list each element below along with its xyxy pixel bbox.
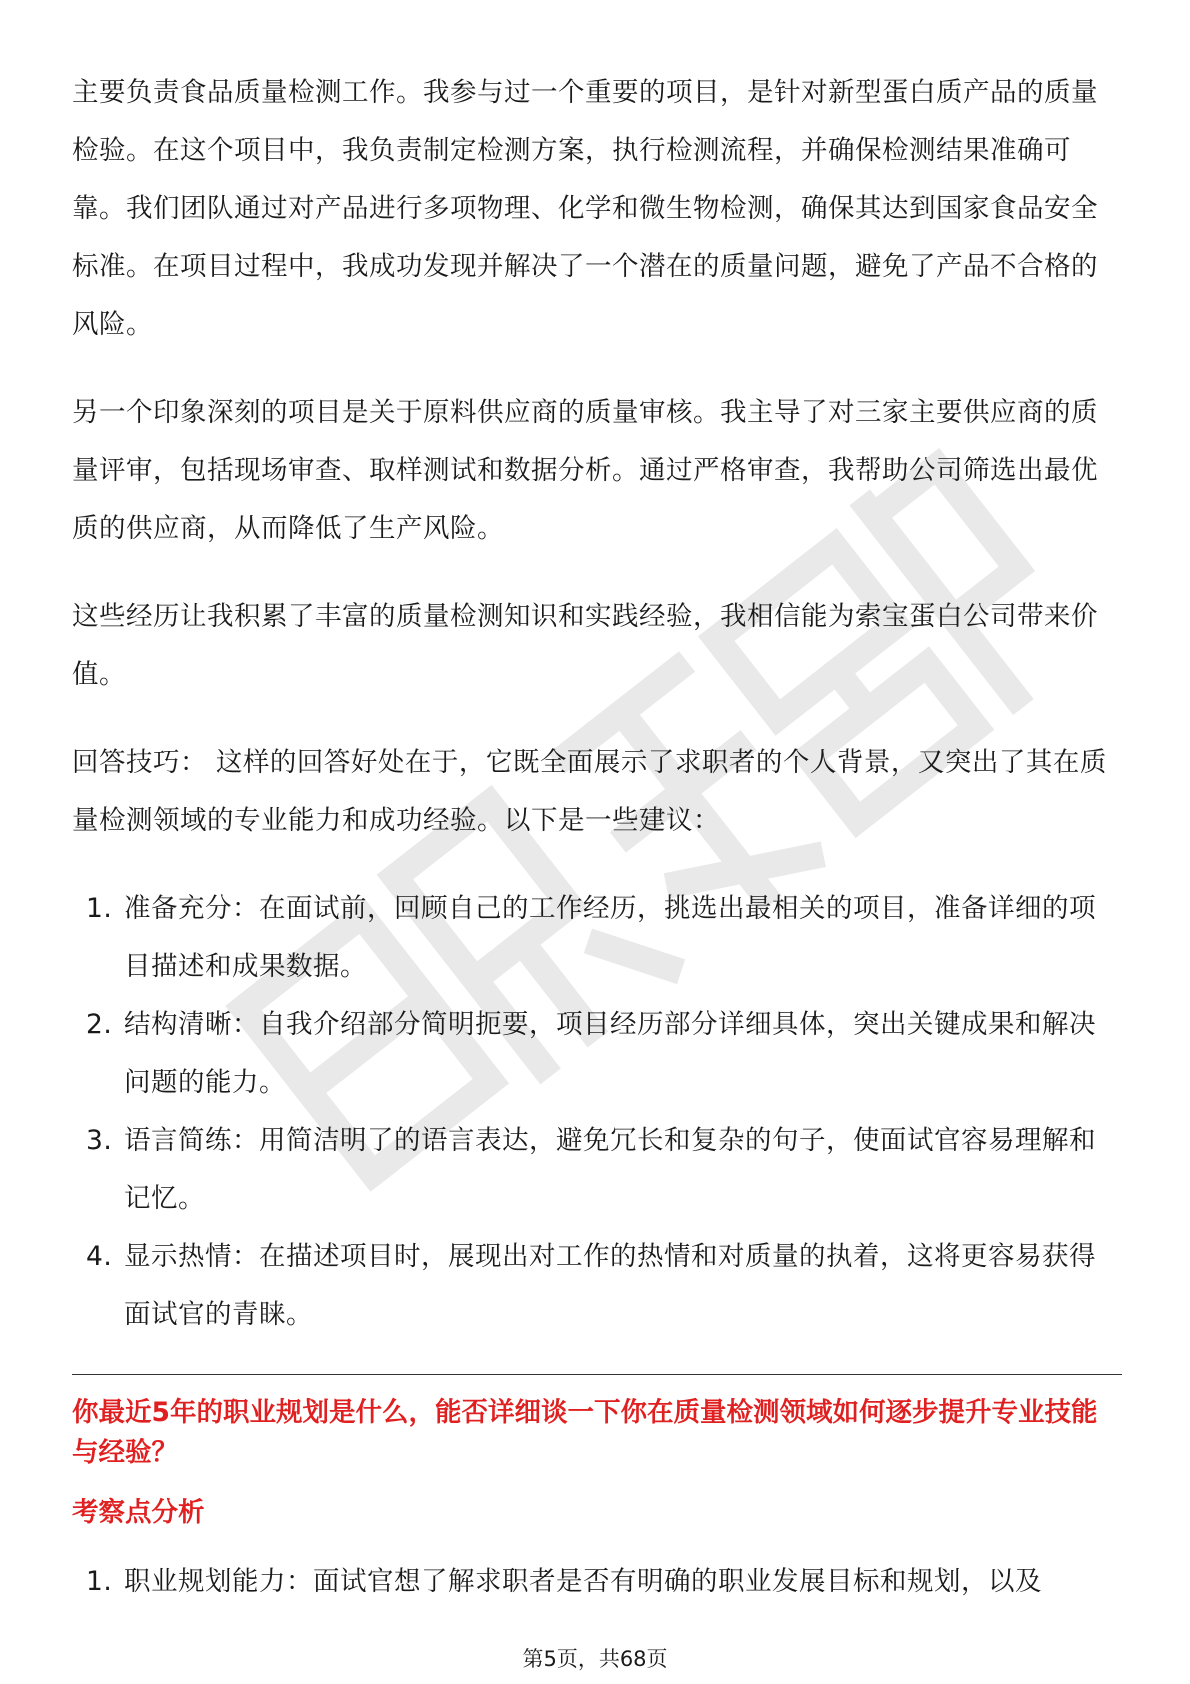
- list-item: [72, 1228, 1122, 1344]
- document-page: [72, 64, 1122, 1641]
- list-item-number: 2.: [86, 1009, 113, 1040]
- paragraph-experience-summary: 这些经历让我积累了丰富的质量检测知识和实践经验，我相信能为索宝蛋白公司带来价值。: [72, 601, 1098, 690]
- list-item-text: 结构清晰：自我介绍部分简明扼要，项目经历部分详细具体，突出关键成果和解决问题的能力。: [124, 1009, 1096, 1098]
- list-item-number: 1.: [86, 1566, 113, 1597]
- list-item-number: 3.: [86, 1125, 113, 1156]
- list-item: [72, 1553, 1122, 1611]
- section-divider: [72, 1374, 1122, 1375]
- page-footer: 第5页，共68页: [522, 1647, 668, 1671]
- list-item-text: 准备充分：在面试前，回顾自己的工作经历，挑选出最相关的项目，准备详细的项目描述和成果数据。: [124, 893, 1096, 982]
- list-item-text: 语言简练：用简洁明了的语言表达，避免冗长和复杂的句子，使面试官容易理解和记忆。: [124, 1125, 1096, 1214]
- paragraph-answer-tips: 回答技巧： 这样的回答好处在于，它既全面展示了求职者的个人背景，又突出了其在质量检测领域的专业能力和成功经验。以下是一些建议：: [72, 747, 1107, 836]
- list-item-number: 4.: [86, 1241, 113, 1272]
- paragraph-supplier-audit: 另一个印象深刻的项目是关于原料供应商的质量审核。我主导了对三家主要供应商的质量评审，包括现场审查、取样测试和数据分析。通过严格审查，我帮助公司筛选出最优质的供应商，从而降低了生产风险。: [72, 397, 1098, 544]
- interview-question: 你最近5年的职业规划是什么，能否详细谈一下你在质量检测领域如何逐步提升专业技能与经验？: [72, 1397, 1098, 1468]
- list-item: [72, 996, 1122, 1112]
- list-item-number: 1.: [86, 893, 113, 924]
- paragraph-main-responsibility: 主要负责食品质量检测工作。我参与过一个重要的项目，是针对新型蛋白质产品的质量检验。在这个项目中，我负责制定检测方案，执行检测流程，并确保检测结果准确可靠。我们团队通过对产品进行多项物理、化学和微生物检测，确保其达到国家食品安全标准。在项目过程中，我成功发现并解决了一个潜在的质量问题，避免了产品不合格的风险。: [72, 77, 1098, 340]
- tips-list: [72, 880, 1122, 1344]
- analysis-heading: 考察点分析: [72, 1497, 205, 1528]
- list-item: [72, 1112, 1122, 1228]
- list-item-text: 显示热情：在描述项目时，展现出对工作的热情和对质量的执着，这将更容易获得面试官的青睐。: [124, 1241, 1096, 1330]
- list-item-text: 职业规划能力：面试官想了解求职者是否有明确的职业发展目标和规划，以及: [124, 1566, 1042, 1597]
- analysis-list: [72, 1553, 1122, 1611]
- list-item: [72, 880, 1122, 996]
